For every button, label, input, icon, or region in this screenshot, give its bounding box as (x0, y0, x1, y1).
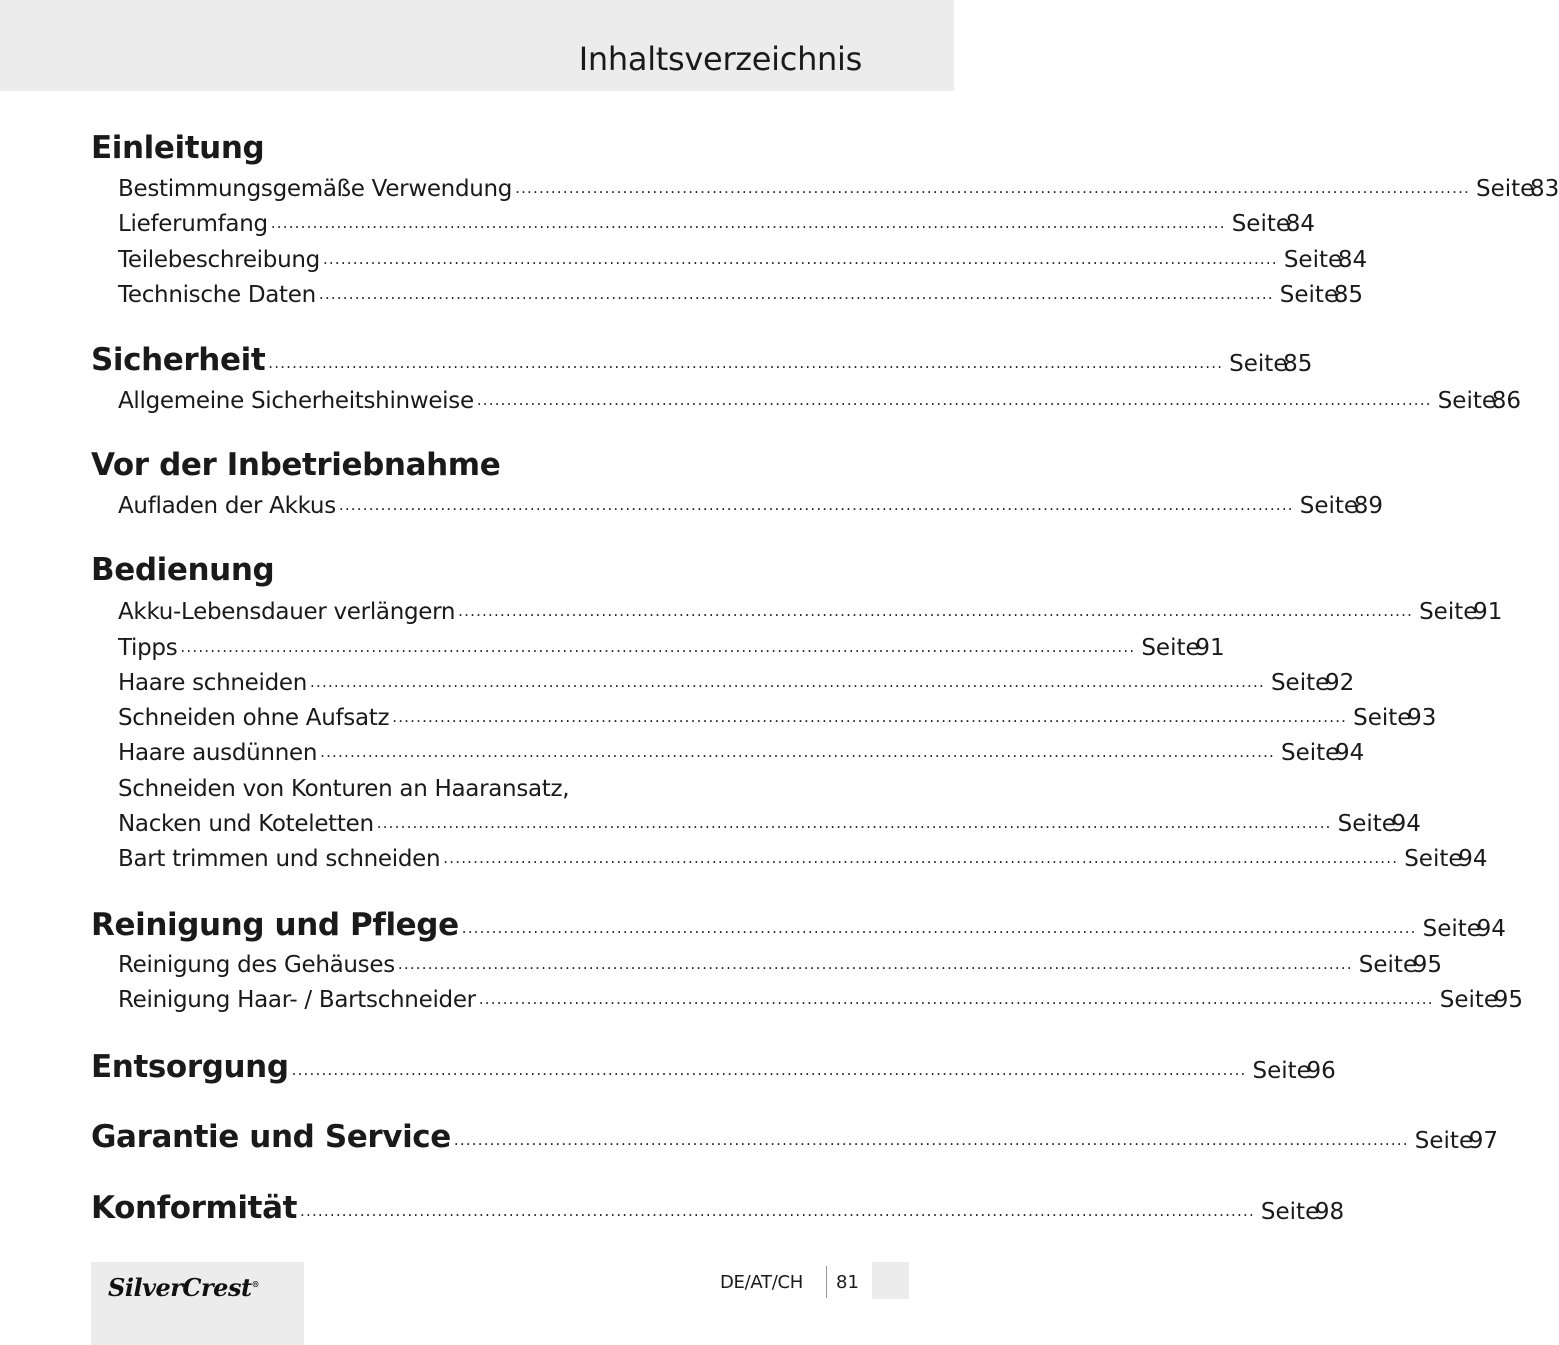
toc-section[interactable] (91, 1117, 1499, 1155)
page-title: Inhaltsverzeichnis (578, 40, 862, 78)
toc-entry-title: Vor der Inbetriebnahme (91, 447, 501, 483)
toc-page-number: 94 (1335, 740, 1365, 766)
page-word: Seite (1283, 247, 1343, 273)
page-number: 81 (836, 1272, 859, 1293)
toc-entry-title: Nacken und Koteletten (118, 811, 374, 837)
toc-entry[interactable] (118, 976, 1524, 1013)
toc-entry[interactable] (118, 765, 862, 801)
toc-entry-title: Tipps (118, 635, 178, 661)
toc-page-number: 95 (1493, 987, 1524, 1013)
toc-entry[interactable] (118, 200, 1315, 237)
toc-entry-title: Konformität (91, 1190, 298, 1226)
toc-entry[interactable] (118, 271, 1364, 308)
toc-entry[interactable] (118, 236, 1368, 273)
toc-entry-title: Technische Daten (118, 282, 316, 308)
brand-name: SilverCrest (108, 1273, 252, 1302)
page-word: Seite (1439, 987, 1499, 1013)
dot-leader: ................................................................................................................................................................ (443, 849, 1399, 867)
dot-leader: ................................................................................................................................................................ (318, 285, 1274, 303)
toc-entry[interactable] (118, 800, 1421, 837)
dot-leader: ................................................................................................................................................................ (376, 814, 1332, 832)
page-word: Seite (1231, 211, 1291, 237)
toc-page-number: 86 (1491, 388, 1521, 414)
toc-section[interactable] (91, 128, 862, 164)
toc-page-number: 84 (1337, 247, 1368, 273)
dot-leader: ................................................................................................................................................................ (453, 1131, 1409, 1149)
registered-mark: ® (251, 1279, 260, 1289)
toc-entry[interactable] (118, 588, 1503, 625)
brand-logo-box (91, 1262, 304, 1345)
toc-entry[interactable] (118, 377, 1521, 414)
toc-entry-title: Reinigung und Pflege (91, 907, 459, 943)
dot-leader: ................................................................................................................................................................ (458, 602, 1414, 620)
toc-page-number: 83 (1530, 176, 1559, 202)
dot-leader: ................................................................................................................................................................ (310, 673, 1265, 691)
page-word: Seite (1279, 282, 1339, 308)
footer-divider (826, 1266, 827, 1298)
toc-page-number: 96 (1306, 1058, 1336, 1084)
toc-section[interactable] (91, 340, 1313, 378)
toc-entry-title: Sicherheit (91, 342, 266, 378)
corner-marker (872, 1262, 909, 1299)
toc-entry-title: Bart trimmen und schneiden (118, 846, 441, 872)
toc-entry-title: Entsorgung (91, 1049, 289, 1085)
toc-entry-title: Aufladen der Akkus (118, 493, 336, 519)
page-word: Seite (1419, 599, 1478, 625)
toc-entry-title: Bestimmungsgemäße Verwendung (118, 176, 513, 202)
dot-leader: ................................................................................................................................................................ (338, 496, 1294, 514)
page-word: Seite (1229, 351, 1288, 377)
page-word: Seite (1353, 705, 1412, 731)
toc-section[interactable] (91, 1047, 1336, 1085)
page-word: Seite (1358, 952, 1418, 978)
dot-leader: ................................................................................................................................................................ (478, 990, 1434, 1008)
page-word: Seite (1141, 635, 1200, 661)
toc-entry-title: Haare schneiden (118, 670, 308, 696)
toc-entry[interactable] (118, 482, 1384, 519)
toc-page-number: 94 (1476, 916, 1506, 942)
dot-leader: ................................................................................................................................................................ (291, 1061, 1247, 1079)
dot-leader: ................................................................................................................................................................ (515, 179, 1471, 197)
toc-entry-title: Reinigung des Gehäuses (118, 952, 395, 978)
toc-section[interactable] (91, 550, 862, 586)
toc-page-number: 92 (1324, 670, 1355, 696)
toc-entry-title: Bedienung (91, 552, 275, 588)
toc-entry-title: Einleitung (91, 130, 265, 166)
toc-entry-title: Schneiden von Konturen an Haaransatz, (118, 776, 570, 802)
toc-page-number: 89 (1353, 493, 1384, 519)
page-word: Seite (1270, 670, 1330, 696)
dot-leader: ................................................................................................................................................................ (392, 708, 1348, 726)
toc-entry[interactable] (118, 165, 1559, 202)
page-word: Seite (1414, 1128, 1474, 1154)
toc-section[interactable] (91, 1188, 1345, 1226)
header-band (0, 0, 954, 91)
toc-entry-title: Teilebeschreibung (118, 247, 320, 273)
toc-entry-title: Lieferumfang (118, 211, 268, 237)
toc-entry[interactable] (118, 729, 1365, 766)
toc-page-number: 93 (1407, 705, 1437, 731)
toc-page-number: 85 (1283, 351, 1313, 377)
page-word: Seite (1299, 493, 1359, 519)
toc-page-number: 97 (1468, 1128, 1499, 1154)
dot-leader: ................................................................................................................................................................ (300, 1202, 1255, 1220)
footer-locale: DE/AT/CH (720, 1272, 803, 1293)
toc-entry[interactable] (118, 941, 1443, 978)
toc-entry[interactable] (118, 659, 1355, 696)
dot-leader: ................................................................................................................................................................ (322, 250, 1278, 268)
toc-entry-title: Reinigung Haar- / Bartschneider (118, 987, 476, 1013)
brand-logo (108, 1273, 259, 1302)
toc-entry[interactable] (118, 835, 1488, 872)
toc-entry[interactable] (118, 694, 1437, 731)
dot-leader: ................................................................................................................................................................ (270, 214, 1226, 232)
toc-page-number: 91 (1195, 635, 1225, 661)
toc-entry-title: Haare ausdünnen (118, 740, 318, 766)
toc-section[interactable] (91, 445, 862, 481)
page-word: Seite (1437, 388, 1497, 414)
toc-section[interactable] (91, 905, 1506, 943)
toc-entry-title: Schneiden ohne Aufsatz (118, 705, 390, 731)
dot-leader: ................................................................................................................................................................ (268, 354, 1224, 372)
dot-leader: ................................................................................................................................................................ (397, 955, 1353, 973)
toc-page-number: 85 (1333, 282, 1364, 308)
dot-leader: ................................................................................................................................................................ (461, 919, 1417, 937)
dot-leader: ................................................................................................................................................................ (320, 743, 1275, 761)
dot-leader: ................................................................................................................................................................ (476, 391, 1432, 409)
toc-entry-title: Garantie und Service (91, 1119, 451, 1155)
toc-page-number: 98 (1314, 1199, 1345, 1225)
toc-entry[interactable] (118, 624, 1225, 661)
page-word: Seite (1252, 1058, 1311, 1084)
toc-entry-title: Akku-Lebensdauer verlängern (118, 599, 456, 625)
page-word: Seite (1281, 740, 1340, 766)
page-word: Seite (1260, 1199, 1320, 1225)
dot-leader: ................................................................................................................................................................ (180, 638, 1136, 656)
toc-page-number: 95 (1412, 952, 1443, 978)
page-word: Seite (1422, 916, 1481, 942)
toc-entry-title: Allgemeine Sicherheitshinweise (118, 388, 474, 414)
toc-page-number: 94 (1458, 846, 1488, 872)
page-word: Seite (1404, 846, 1463, 872)
toc-page-number: 91 (1473, 599, 1503, 625)
toc-page-number: 94 (1391, 811, 1421, 837)
page-word: Seite (1337, 811, 1396, 837)
toc-page-number: 84 (1285, 211, 1315, 237)
page-word: Seite (1476, 176, 1535, 202)
